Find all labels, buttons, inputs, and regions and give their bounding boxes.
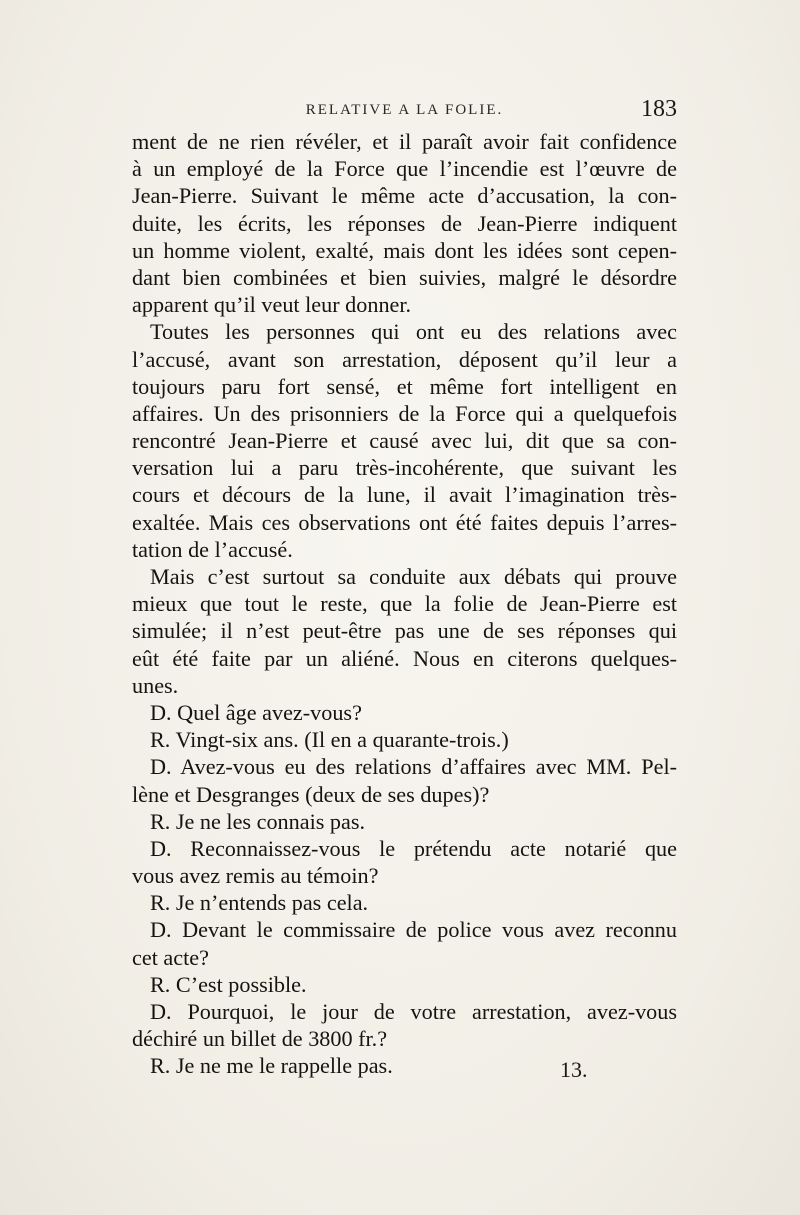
dialogue-question: D. Avez-vous eu des relations d’affaires avec MM. Pel-: [150, 754, 677, 780]
text-line: Mais c’est surtout sa conduite aux débats qui prouve: [150, 564, 677, 589]
text-line: Jean-Pierre. Suivant le même acte d’accusation, la con-: [132, 183, 677, 209]
text-line: l’accusé, avant son arrestation, déposent qu’il leur a: [132, 346, 677, 372]
signature-mark: 13.: [560, 1057, 588, 1082]
text-line: cet acte?: [132, 944, 209, 970]
dialogue-question: D. Reconnaissez-vous le prétendu acte notarié que: [150, 835, 677, 861]
text-line: dant bien combinées et bien suivies, malgré le désordre: [132, 264, 677, 290]
running-title: RELATIVE A LA FOLIE.: [305, 102, 504, 118]
text-line: un homme violent, exalté, mais dont les idées sont cepen-: [132, 237, 677, 263]
dialogue-question: D. Quel âge avez-vous?: [150, 699, 362, 725]
dialogue-answer: R. Je ne me le rappelle pas.: [150, 1053, 393, 1079]
text-line: vous avez remis au témoin?: [132, 863, 379, 889]
page-number: 183: [641, 96, 677, 122]
text-line: mieux que tout le reste, que la folie de Jean-Pierre est: [132, 591, 677, 617]
dialogue-question: D. Devant le commissaire de police vous avez reconnu: [150, 917, 677, 943]
text-line: à un employé de la Force que l’incendie est l’œuvre de: [132, 156, 677, 182]
dialogue-answer: R. C’est possible.: [150, 971, 307, 997]
text-line: Toutes les personnes qui ont eu des relations avec: [150, 319, 677, 345]
text-line: eût été faite par un aliéné. Nous en citerons quelques-: [132, 645, 677, 671]
text-line: simulée; il n’est peut-être pas une de ses réponses qui: [132, 618, 677, 644]
text-line: affaires. Un des prisonniers de la Force qui a quelquefois: [132, 400, 677, 426]
text-line: déchiré un billet de 3800 fr.?: [132, 1026, 388, 1052]
text-line: apparent qu’il veut leur donner.: [132, 292, 412, 318]
text-line: unes.: [132, 672, 179, 698]
dialogue-answer: R. Je ne les connais pas.: [150, 808, 366, 834]
text-line: versation lui a paru très-incohérente, que suivant les: [132, 455, 677, 481]
dialogue-question: D. Pourquoi, le jour de votre arrestation, avez-vous: [150, 999, 677, 1024]
text-line: rencontré Jean-Pierre et causé avec lui, dit que sa con-: [132, 428, 677, 454]
text-line: lène et Desgranges (deux de ses dupes)?: [132, 781, 490, 807]
dialogue-answer: R. Je n’entends pas cela.: [150, 890, 369, 916]
text-line: ment de ne rien révéler, et il paraît avoir fait confidence: [132, 129, 677, 154]
dialogue-answer: R. Vingt-six ans. (Il en a quarante-trois.): [150, 727, 509, 753]
text-line: tation de l’accusé.: [132, 536, 293, 562]
text-line: exaltée. Mais ces observations ont été faites depuis l’arres-: [132, 509, 677, 535]
page-header: [132, 96, 677, 124]
text-line: duite, les écrits, les réponses de Jean-Pierre indiquent: [132, 210, 677, 236]
body-text: [132, 128, 677, 1080]
text-line: cours et décours de la lune, il avait l’imagination très-: [132, 482, 677, 508]
text-line: toujours paru fort sensé, et même fort intelligent en: [132, 373, 677, 399]
